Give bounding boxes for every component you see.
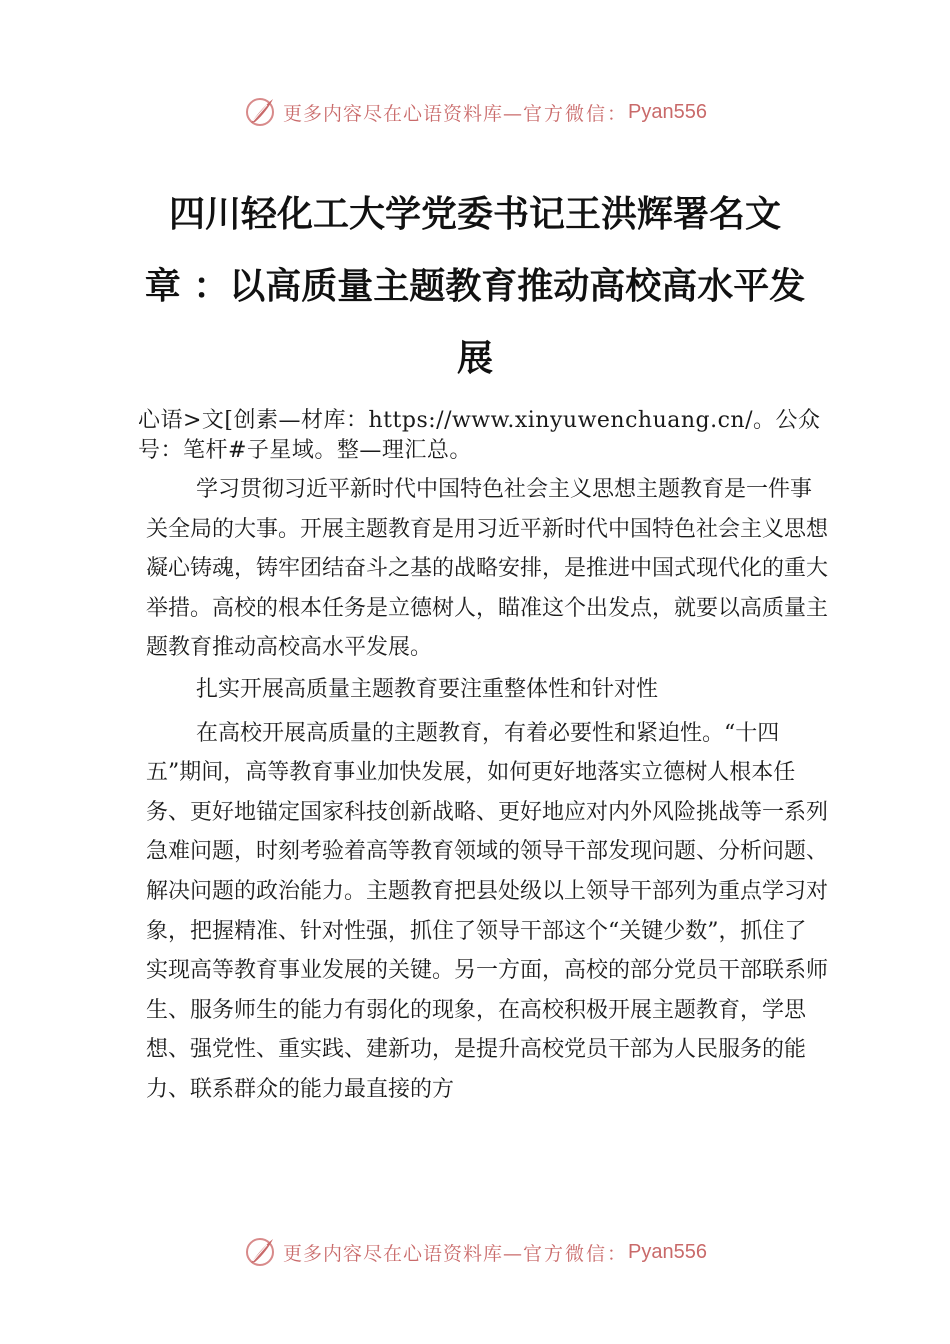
watermark-header bbox=[0, 92, 950, 132]
section-heading: 扎实开展高质量主题教育要注重整体性和针对性 bbox=[196, 676, 659, 702]
paragraph: 在高校开展高质量的主题教育，有着必要性和紧迫性。“十四五”期间，高等教育事业加快发展，如何更好地落实立德树人根本任务、更好地锚定国家科技创新战略、更好地应对内外风险挑战等一系列急难问题，时刻考验着高等教育领域的领导干部发现问题、分析问题、解决问题的政治能力。主题教育把县处级以上领导干部列为重点学习对象，把握精准、针对性强，抓住了领导干部这个“关键少数”，抓住了实现高等教育事业发展的关键。另一方面，高校的部分党员干部联系师生、服务师生的能力有弱化的现象，在高校积极开展主题教育，学思想、强党性、重实践、建新功，是提升高校党员干部为人民服务的能力、联系群众的能力最直接的方 bbox=[146, 720, 829, 1102]
quill-logo-icon bbox=[243, 95, 277, 129]
watermark-footer bbox=[0, 1232, 950, 1272]
title-line: 四川轻化工大学党委书记王洪辉署名文 bbox=[168, 193, 781, 235]
watermark-text: 更多内容尽在心语资料库— bbox=[283, 1242, 524, 1265]
watermark-wechat-label: 官方微信： bbox=[523, 102, 629, 125]
title-line: 展 bbox=[456, 337, 493, 379]
watermark-wechat-id: Pyan556 bbox=[628, 100, 707, 123]
watermark-wechat-id: Pyan556 bbox=[628, 1240, 707, 1263]
paragraph: 学习贯彻习近平新时代中国特色社会主义思想主题教育是一件事关全局的大事。开展主题教育是用习近平新时代中国特色社会主义思想凝心铸魂，铸牢团结奋斗之基的战略安排，是推进中国式现代化的重大举措。高校的根本任务是立德树人，瞄准这个出发点，就要以高质量主题教育推动高校高水平发展。 bbox=[146, 477, 829, 661]
title-line: 章 ：以高质量主题教育推动高校高水平发 bbox=[144, 265, 806, 307]
quill-logo-icon bbox=[243, 1235, 277, 1269]
source-note: 心语>文[创素—材库：https://www.xinyuwenchuang.cn/。公众号：笔杆#子星域。整—理汇总。 bbox=[138, 408, 821, 463]
document-title bbox=[120, 178, 830, 394]
watermark-wechat-label: 官方微信： bbox=[523, 1242, 629, 1265]
watermark-text: 更多内容尽在心语资料库— bbox=[283, 102, 524, 125]
article-body bbox=[146, 470, 828, 1110]
